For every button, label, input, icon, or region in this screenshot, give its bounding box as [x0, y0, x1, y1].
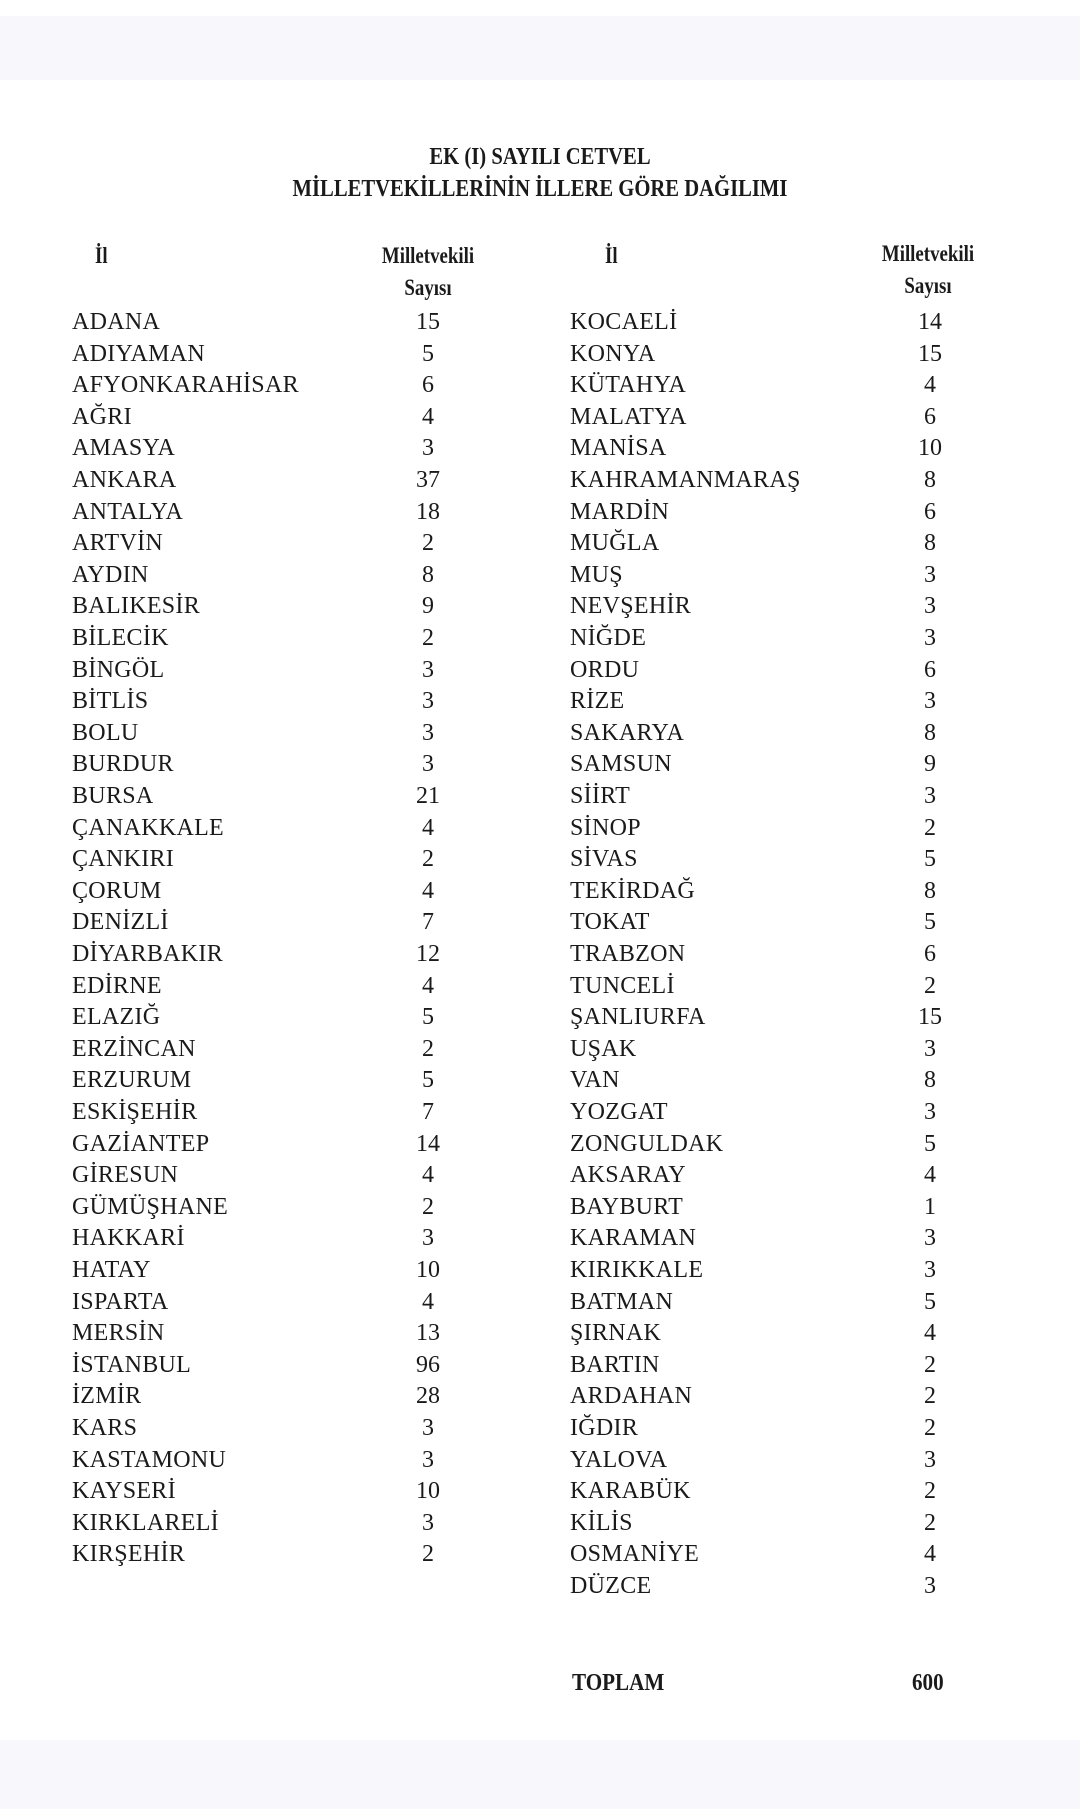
- table-row: [0, 813, 1080, 843]
- deputy-count: 10: [416, 1257, 440, 1283]
- deputy-count: 8: [924, 1067, 936, 1094]
- left-province-header: İl: [95, 243, 108, 268]
- deputy-count: 3: [422, 1446, 434, 1473]
- province-name: KONYA: [570, 340, 656, 367]
- table-row: [0, 1287, 1080, 1317]
- deputy-count: 3: [422, 1225, 434, 1252]
- province-name: SİNOP: [570, 814, 641, 841]
- province-name: GİRESUN: [72, 1162, 179, 1189]
- province-name: ZONGULDAK: [570, 1130, 724, 1157]
- province-name: ERZİNCAN: [72, 1035, 196, 1062]
- province-name: BARTIN: [570, 1351, 660, 1378]
- province-name: ÇORUM: [72, 877, 162, 904]
- province-name: AĞRI: [72, 403, 132, 430]
- province-name: KOCAELİ: [570, 309, 678, 335]
- province-name: AFYONKARAHİSAR: [72, 372, 299, 399]
- province-name: GÜMÜŞHANE: [72, 1193, 229, 1220]
- province-name: ANKARA: [72, 467, 177, 493]
- province-name: BİTLİS: [72, 688, 149, 715]
- deputy-count: 5: [422, 1067, 434, 1094]
- deputy-count: 8: [422, 561, 434, 588]
- deputy-count: 3: [924, 1446, 936, 1473]
- table-row: [0, 1223, 1080, 1253]
- province-name: SİİRT: [570, 783, 631, 809]
- top-gray-band: [0, 16, 1080, 80]
- province-name: EDİRNE: [72, 972, 162, 999]
- province-name: SAMSUN: [570, 751, 672, 778]
- province-name: KIRŞEHİR: [72, 1541, 186, 1568]
- total-value: 600: [912, 1670, 944, 1696]
- province-name: MUĞLA: [570, 530, 660, 557]
- table-row: [0, 686, 1080, 716]
- deputy-count: 4: [422, 1288, 434, 1315]
- deputy-count: 3: [924, 1035, 936, 1062]
- deputy-count: 3: [422, 751, 434, 778]
- deputy-count: 6: [924, 941, 936, 967]
- deputy-count: 3: [924, 561, 936, 588]
- deputy-count: 8: [924, 530, 936, 557]
- province-name: ÇANAKKALE: [72, 814, 225, 841]
- table-row: [0, 781, 1080, 811]
- table-row: [0, 339, 1080, 369]
- deputy-count: 2: [924, 1509, 936, 1536]
- table-row: [0, 307, 1080, 337]
- deputy-count: 13: [416, 1320, 440, 1347]
- province-name: MUŞ: [570, 561, 623, 588]
- province-name: TRABZON: [570, 941, 686, 967]
- table-row: [0, 1508, 1080, 1538]
- table-row: [0, 1350, 1080, 1380]
- deputy-count: 8: [924, 719, 936, 746]
- deputy-count: 5: [924, 1288, 936, 1315]
- table-row: [0, 1445, 1080, 1475]
- province-name: UŞAK: [570, 1035, 637, 1062]
- province-name: ESKİŞEHİR: [72, 1099, 198, 1125]
- deputy-count: 3: [924, 783, 936, 809]
- table-row: [0, 1476, 1080, 1506]
- total-label: TOPLAM: [572, 1670, 665, 1696]
- province-name: ADIYAMAN: [72, 340, 206, 367]
- table-row: [0, 623, 1080, 653]
- table-row: [0, 1160, 1080, 1190]
- table-row: [0, 1002, 1080, 1032]
- deputy-count: 21: [416, 783, 440, 809]
- deputy-count: 4: [422, 877, 434, 904]
- province-name: KARAMAN: [570, 1225, 697, 1252]
- table-row: [0, 1097, 1080, 1127]
- deputy-count: 3: [422, 719, 434, 746]
- province-name: OSMANİYE: [570, 1541, 700, 1568]
- province-name: ÇANKIRI: [72, 846, 175, 873]
- province-name: YALOVA: [570, 1446, 668, 1473]
- table-row: [0, 1571, 1080, 1601]
- province-name: TEKİRDAĞ: [570, 877, 696, 904]
- table-row: [0, 749, 1080, 779]
- province-name: BURSA: [72, 783, 154, 809]
- deputy-count: 6: [924, 498, 936, 525]
- document-subtitle: MİLLETVEKİLLERİNİN İLLERE GÖRE DAĞILIMI: [292, 176, 788, 202]
- table-row: [0, 560, 1080, 590]
- province-name: BALIKESİR: [72, 593, 201, 620]
- deputy-count: 28: [416, 1383, 440, 1410]
- deputy-count: 2: [924, 1478, 936, 1505]
- province-name: SİVAS: [570, 846, 638, 873]
- province-name: SAKARYA: [570, 719, 685, 746]
- table-row: [0, 1192, 1080, 1222]
- deputy-count: 4: [924, 1541, 936, 1568]
- deputy-count: 37: [416, 467, 440, 493]
- deputy-count: 2: [422, 1193, 434, 1220]
- table-row: [0, 497, 1080, 527]
- province-name: ORDU: [570, 656, 640, 683]
- deputy-count: 3: [924, 1099, 936, 1125]
- left-count-header-line2: Sayısı: [404, 275, 452, 300]
- table-row: [0, 1413, 1080, 1443]
- province-name: ANTALYA: [72, 498, 184, 525]
- deputy-count: 5: [924, 846, 936, 873]
- table-row: [0, 971, 1080, 1001]
- table-row: [0, 1318, 1080, 1348]
- province-name: ŞANLIURFA: [570, 1004, 706, 1031]
- deputy-count: 14: [416, 1130, 440, 1157]
- document-title: EK (I) SAYILI CETVEL: [429, 144, 651, 170]
- right-count-header-line1: Milletvekili: [881, 241, 975, 266]
- right-count-header-line2: Sayısı: [904, 273, 952, 298]
- table-row: [0, 876, 1080, 906]
- province-name: GAZİANTEP: [72, 1130, 210, 1157]
- province-name: KIRKLARELİ: [72, 1509, 219, 1536]
- province-name: AMASYA: [72, 435, 176, 462]
- bottom-gray-band: [0, 1740, 1080, 1809]
- table-row: [0, 370, 1080, 400]
- province-name: KARABÜK: [570, 1478, 691, 1505]
- deputy-count: 2: [422, 530, 434, 557]
- province-name: KAYSERİ: [72, 1478, 176, 1505]
- province-name: BİLECİK: [72, 625, 169, 651]
- table-row: [0, 1065, 1080, 1095]
- deputy-count: 2: [924, 1351, 936, 1378]
- deputy-count: 3: [422, 435, 434, 462]
- deputy-count: 4: [924, 372, 936, 399]
- deputy-count: 3: [924, 1225, 936, 1252]
- province-name: KIRIKKALE: [570, 1257, 704, 1283]
- deputy-count: 3: [924, 688, 936, 715]
- province-name: MALATYA: [570, 403, 687, 430]
- deputy-count: 2: [422, 846, 434, 873]
- deputy-count: 6: [924, 656, 936, 683]
- deputy-count: 5: [422, 340, 434, 367]
- deputy-count: 96: [416, 1351, 440, 1378]
- deputy-count: 7: [422, 1099, 434, 1125]
- province-name: İZMİR: [72, 1383, 142, 1410]
- deputy-count: 12: [416, 941, 440, 967]
- province-name: DÜZCE: [570, 1573, 652, 1599]
- deputy-count: 15: [918, 340, 942, 367]
- province-name: KİLİS: [570, 1509, 633, 1536]
- deputy-count: 3: [422, 656, 434, 683]
- province-name: BİNGÖL: [72, 656, 165, 683]
- table-row: [0, 1255, 1080, 1285]
- table-row: [0, 1129, 1080, 1159]
- province-name: BURDUR: [72, 751, 174, 778]
- deputy-count: 4: [422, 403, 434, 430]
- province-name: YOZGAT: [570, 1099, 668, 1125]
- deputy-count: 10: [918, 435, 942, 462]
- deputy-count: 3: [422, 1509, 434, 1536]
- province-name: DENİZLİ: [72, 909, 169, 936]
- left-count-header-line1: Milletvekili: [381, 243, 475, 268]
- province-name: ARTVİN: [72, 530, 164, 557]
- deputy-count: 18: [416, 498, 440, 525]
- deputy-count: 2: [422, 1541, 434, 1568]
- deputy-count: 2: [924, 1383, 936, 1410]
- province-name: AKSARAY: [570, 1162, 686, 1189]
- table-row: [0, 1381, 1080, 1411]
- province-name: KÜTAHYA: [570, 372, 687, 399]
- province-name: MANİSA: [570, 435, 667, 462]
- table-row: [0, 655, 1080, 685]
- province-name: VAN: [570, 1067, 620, 1094]
- table-row: [0, 844, 1080, 874]
- province-name: MARDİN: [570, 498, 670, 525]
- deputy-count: 3: [422, 688, 434, 715]
- province-name: AYDIN: [72, 561, 149, 588]
- province-name: TOKAT: [570, 909, 650, 936]
- deputy-count: 2: [422, 1035, 434, 1062]
- province-name: NİĞDE: [570, 625, 647, 651]
- province-name: BOLU: [72, 719, 139, 746]
- province-name: RİZE: [570, 688, 625, 715]
- deputy-count: 3: [924, 1257, 936, 1283]
- deputy-count: 6: [924, 403, 936, 430]
- table-row: [0, 939, 1080, 969]
- table-row: [0, 465, 1080, 495]
- deputy-count: 7: [422, 909, 434, 936]
- deputy-count: 10: [416, 1478, 440, 1505]
- deputy-count: 15: [416, 309, 440, 335]
- province-name: İSTANBUL: [72, 1351, 192, 1378]
- province-name: BATMAN: [570, 1288, 674, 1315]
- province-name: NEVŞEHİR: [570, 593, 692, 620]
- deputy-count: 4: [422, 972, 434, 999]
- deputy-count: 6: [422, 372, 434, 399]
- deputy-count: 3: [924, 1573, 936, 1599]
- deputy-count: 3: [924, 593, 936, 620]
- table-row: [0, 402, 1080, 432]
- table-row: [0, 1034, 1080, 1064]
- right-province-header: İl: [605, 243, 618, 268]
- province-name: ELAZIĞ: [72, 1004, 161, 1031]
- province-name: MERSİN: [72, 1320, 165, 1347]
- province-name: IĞDIR: [570, 1415, 639, 1441]
- province-name: HAKKARİ: [72, 1225, 185, 1252]
- province-name: KAHRAMANMARAŞ: [570, 467, 801, 493]
- deputy-count: 4: [924, 1162, 936, 1189]
- deputy-count: 2: [924, 814, 936, 841]
- deputy-count: 8: [924, 877, 936, 904]
- province-name: BAYBURT: [570, 1193, 684, 1220]
- table-row: [0, 528, 1080, 558]
- deputy-count: 2: [924, 1415, 936, 1441]
- deputy-count: 4: [422, 1162, 434, 1189]
- table-row: [0, 907, 1080, 937]
- deputy-count: 1: [924, 1193, 936, 1220]
- province-name: DİYARBAKIR: [72, 941, 224, 967]
- province-name: KARS: [72, 1415, 138, 1441]
- province-name: ERZURUM: [72, 1067, 192, 1094]
- province-name: ADANA: [72, 309, 161, 335]
- deputy-count: 15: [918, 1004, 942, 1031]
- table-row: [0, 1539, 1080, 1569]
- province-name: ARDAHAN: [570, 1383, 693, 1410]
- deputy-count: 14: [918, 309, 942, 335]
- table-row: [0, 718, 1080, 748]
- province-name: TUNCELİ: [570, 972, 675, 999]
- province-name: KASTAMONU: [72, 1446, 227, 1473]
- deputy-count: 3: [422, 1415, 434, 1441]
- deputy-count: 2: [924, 972, 936, 999]
- deputy-count: 8: [924, 467, 936, 493]
- deputy-count: 5: [924, 909, 936, 936]
- table-row: [0, 433, 1080, 463]
- deputy-count: 2: [422, 625, 434, 651]
- deputy-count: 5: [422, 1004, 434, 1031]
- province-name: ISPARTA: [72, 1288, 169, 1315]
- deputy-count: 9: [422, 593, 434, 620]
- province-name: HATAY: [72, 1257, 151, 1283]
- deputy-count: 4: [924, 1320, 936, 1347]
- deputy-count: 4: [422, 814, 434, 841]
- deputy-count: 9: [924, 751, 936, 778]
- deputy-count: 5: [924, 1130, 936, 1157]
- deputy-count: 3: [924, 625, 936, 651]
- province-name: ŞIRNAK: [570, 1320, 662, 1347]
- table-row: [0, 591, 1080, 621]
